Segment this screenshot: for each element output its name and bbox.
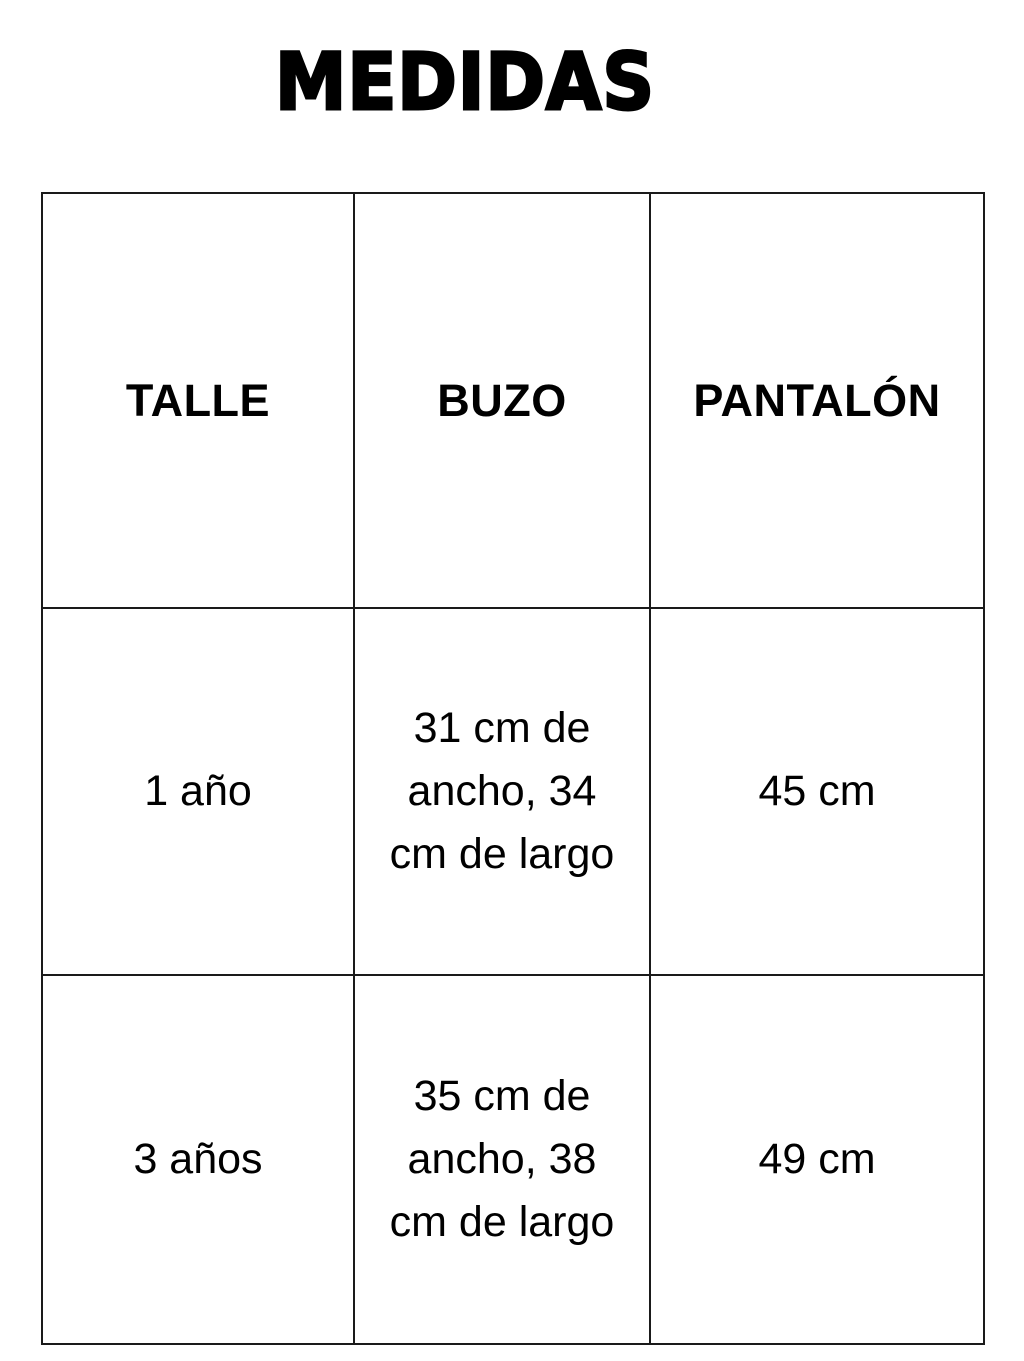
header-buzo: BUZO [354, 193, 650, 608]
header-pantalon: PANTALÓN [650, 193, 984, 608]
cell-talle: 1 año [42, 608, 354, 975]
table-row [42, 975, 984, 1344]
header-talle: TALLE [42, 193, 354, 608]
cell-pantalon: 45 cm [650, 608, 984, 975]
page-title: MEDIDAS [275, 38, 655, 128]
cell-buzo: 31 cm de ancho, 34 cm de largo [354, 608, 650, 975]
table-header-row [42, 193, 984, 608]
cell-pantalon: 49 cm [650, 975, 984, 1344]
cell-talle: 3 años [42, 975, 354, 1344]
cell-buzo: 35 cm de ancho, 38 cm de largo [354, 975, 650, 1344]
table-row [42, 608, 984, 975]
size-table [41, 192, 985, 1345]
